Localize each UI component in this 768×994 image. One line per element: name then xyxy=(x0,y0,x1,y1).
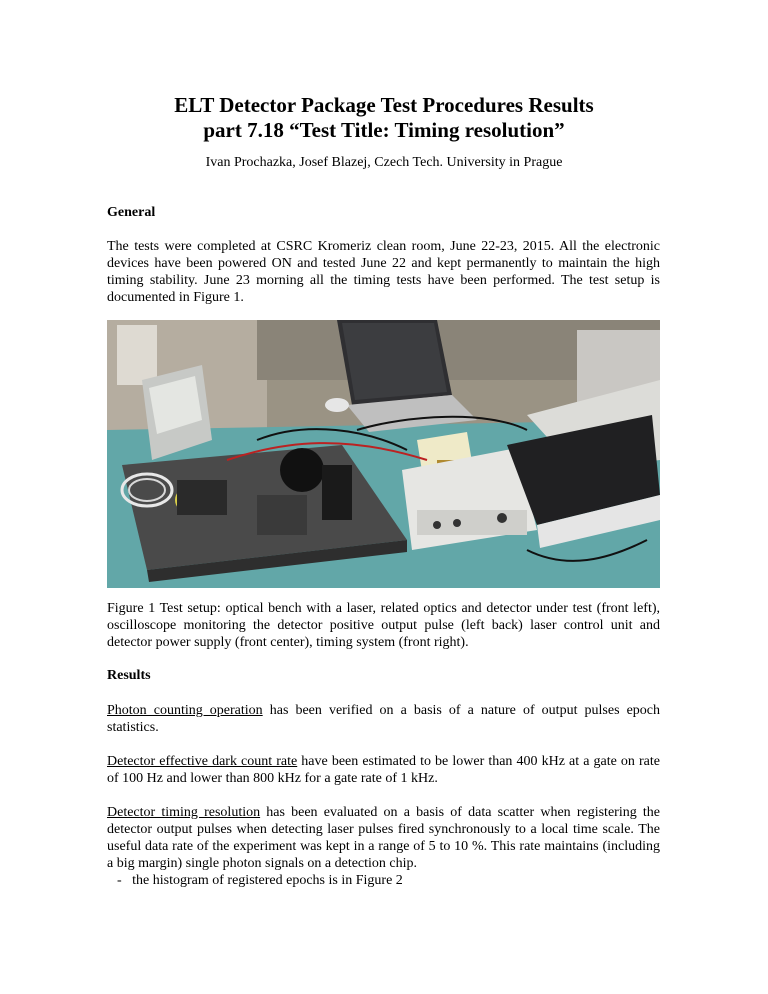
results-paragraph-dark-count-text: have been estimated to be lower than 400 kHz at a gate on rate of 100 Hz and lower than 800 kHz for a gate rate of 1 kHz. xyxy=(107,754,660,786)
results-heading: Results xyxy=(107,668,151,683)
figure-1-caption: Figure 1 Test setup: optical bench with a laser, related optics and detector under test (front left), oscilloscope monitoring the detector positive output pulse (left back) laser control unit and detector power supply (front center), timing system (front right). xyxy=(107,601,660,650)
results-paragraph-photon-counting xyxy=(107,702,660,736)
figure-1-photo xyxy=(107,320,660,588)
results-paragraph-dark-count xyxy=(107,753,660,787)
test-setup-illustration xyxy=(107,320,660,588)
authors: Ivan Prochazka, Josef Blazej, Czech Tech. University in Prague xyxy=(205,155,563,170)
results-paragraph-timing-resolution xyxy=(107,804,660,872)
general-heading: General xyxy=(107,205,156,220)
results-paragraph-timing-resolution-text: has been evaluated on a basis of data scatter when registering the detector output pulses when detecting laser pulses fired synchronously to a local time scale. The useful data rate of the experiment was kept in a range of 5 to 10 %. This rate maintains (including a big margin) single photon signals on a detection chip. xyxy=(107,805,660,871)
results-paragraph-photon-counting-text: has been verified on a basis of a nature of output pulses epoch statistics. xyxy=(107,703,661,735)
term-dark-count-rate: Detector effective dark count rate xyxy=(107,754,298,769)
document-title-line-2: part 7.18 “Test Title: Timing resolution” xyxy=(203,118,565,142)
general-paragraph: The tests were completed at CSRC Kromeriz clean room, June 22-23, 2015. All the electronic devices have been powered ON and tested June 22 and kept permanently to maintain the high timing stability. June 23 morning all the timing tests have been performed. The test setup is documented in Figure 1. xyxy=(107,239,660,305)
bullet-list-item xyxy=(117,872,657,889)
document-title-line-1: ELT Detector Package Test Procedures Results xyxy=(174,93,594,117)
bullet-marker: - xyxy=(117,873,122,888)
bullet-text: the histogram of registered epochs is in Figure 2 xyxy=(132,873,403,888)
term-timing-resolution: Detector timing resolution xyxy=(107,805,261,820)
term-photon-counting-operation: Photon counting operation xyxy=(107,703,263,718)
